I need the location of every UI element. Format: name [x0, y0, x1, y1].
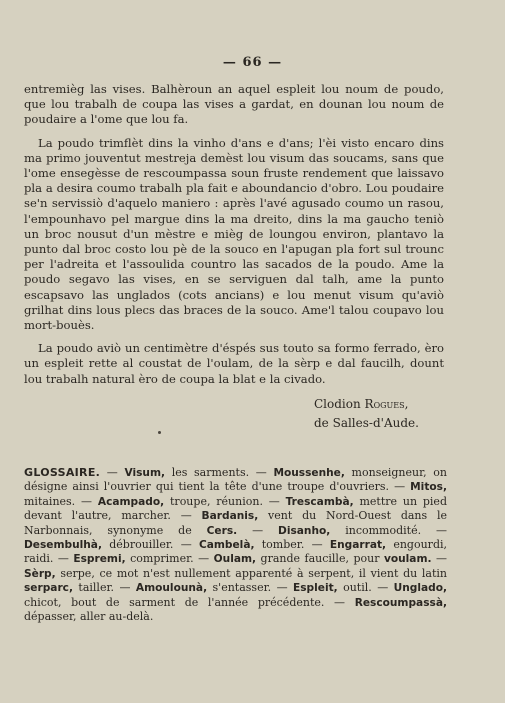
glossary-separator: —	[180, 538, 199, 552]
glossary-separator: —	[377, 581, 394, 595]
glossary-separator: —	[57, 552, 74, 566]
glossary-term: Engarrat,	[329, 539, 387, 552]
glossary-term: Amoulounà,	[135, 582, 208, 595]
glossary-term: Bardanis,	[201, 510, 259, 523]
glossary-definition	[237, 524, 252, 537]
signature	[314, 395, 444, 433]
print-speck	[158, 431, 161, 434]
glossary-separator: —	[81, 494, 98, 508]
glossary-term: Oulam,	[213, 553, 257, 566]
glossary-term: Desembulhà,	[24, 539, 102, 552]
glossary-term: Visum,	[124, 467, 166, 479]
paragraph-3: La poudo aviò un centimètre d'éspés sus touto sa formo ferrado, èro un espleit rette al coustat de l'oulam, de la sèrp e dal faucilh, dount lou trabalh natural èro de coupa la blat e la civado.	[24, 341, 444, 386]
main-text	[24, 82, 444, 433]
signature-place: de Salles-d'Aude.	[314, 415, 419, 430]
glossary-definition: vent du Nord-Ouest dans le Narbonnais, synonyme de	[24, 509, 447, 537]
glossary-term: Unglado,	[393, 582, 448, 595]
glossary-term: Moussenhe,	[273, 467, 345, 479]
glossary-definition: comprimer.	[125, 552, 199, 566]
signature-name	[314, 395, 444, 414]
glossary-definition: incommodité.	[330, 523, 437, 537]
glossary-separator: —	[268, 494, 286, 508]
glossary-separator: —	[394, 480, 411, 494]
glossary-separator: —	[436, 523, 448, 537]
signature-last-name: Rogues,	[364, 396, 409, 411]
glossary-definition: engourdi, raidi.	[24, 538, 447, 566]
glossary-definition: grande faucille, pour	[256, 552, 384, 566]
glossary-separator: —	[180, 509, 202, 523]
glossary-term: serparc,	[24, 582, 73, 595]
glossary-separator: —	[255, 466, 274, 479]
glossary-definition: dépasser, aller au-delà.	[24, 610, 154, 624]
glossary-definition: serpe, ce mot n'est nullement apparenté à serpent, il vient du latin	[55, 566, 447, 580]
glossary-definition: chicot, bout de sarment de l'année précédente.	[24, 595, 335, 609]
glossary-definition: mettre un pied devant l'autre, marcher.	[24, 494, 447, 523]
glossary-separator: —	[119, 581, 136, 595]
glossary-definition: tomber.	[254, 538, 312, 552]
glossary-definition: les sarments.	[165, 466, 256, 479]
signature-first-name: Clodion	[314, 396, 361, 411]
glossary-term: Sèrp,	[24, 567, 56, 580]
glossary-term: Espremi,	[73, 553, 126, 566]
glossary-separator: —	[100, 466, 125, 479]
glossary-term: Acampado,	[97, 495, 165, 508]
glossary-definition: s'entasser.	[207, 581, 277, 595]
glossary-term: Espleit,	[293, 582, 338, 595]
glossary-definition: monseigneur, on désigne ainsi l'ouvrier qui tient la tête d'une troupe d'ouvriers.	[24, 466, 448, 494]
glossary-separator: —	[276, 581, 293, 595]
glossary-separator: —	[334, 595, 355, 609]
glossary-separator: —	[436, 552, 448, 566]
page-number: — 66 —	[222, 55, 283, 70]
glossary-definition: mitaines.	[24, 494, 82, 508]
glossary-definition: outil.	[337, 581, 378, 595]
glossary-term: Cambelà,	[198, 539, 255, 552]
glossary-term: voulam.	[383, 553, 432, 566]
glossary-term: Cers.	[206, 524, 238, 537]
paragraph-2: La poudo trimflèt dins la vinho d'ans e d'ans; l'èi visto encaro dins ma primo jouventut mestreja demèst lou visum das soucams, sans que l'ome ensegèsse de rescoumpassa soun fruste rendement que laissavo pla a desira coumo trabalh pla fait e aboundancio d'obro. Lou poudaire se'n servissiò d'aquelo maniero : après l'avé agusado coumo un rasou, l'empounhavo pel margue dins la ma dreito, dins la ma gaucho teniò un broc nousut d'un mèstre e mièg de loungou environ, plantavo la punto dal broc costo lou pè de la souco en l'apugan pla fort sul trounc per l'adreita et l'assoulida countro las sacados de la poudo. Ame la poudo segavo las vises, en se serviguen dal talh, ame la punto escapsavo las unglados (cots ancians) e lou menut visum qu'aviò grilhat dins lous plecs das braces de la souco. Ame'l talou coupavo lou mort-bouès.	[24, 135, 444, 333]
glossary-separator: —	[311, 538, 330, 552]
glossary-definition: troupe, réunion.	[164, 494, 269, 508]
glossary-heading: GLOSSAIRE.	[24, 466, 101, 479]
glossary-term: Mitos,	[410, 481, 447, 494]
paragraph-1: entremièg las vises. Balhèroun an aquel espleit lou noum de poudo, que lou trabalh de coupa las vises a gardat, en dounan lou noum de poudaire a l'ome que lou fa.	[24, 82, 444, 127]
glossary-definition: débrouiller.	[101, 538, 181, 552]
glossary-term: Rescoumpassà,	[354, 596, 447, 609]
glossary-separator: —	[252, 523, 279, 537]
glossary-definition: tailler.	[72, 581, 120, 595]
glossary-term: Trescambà,	[285, 495, 354, 508]
glossary-term: Disanho,	[278, 524, 331, 537]
glossary-separator: —	[198, 552, 214, 566]
glossary	[24, 466, 447, 624]
